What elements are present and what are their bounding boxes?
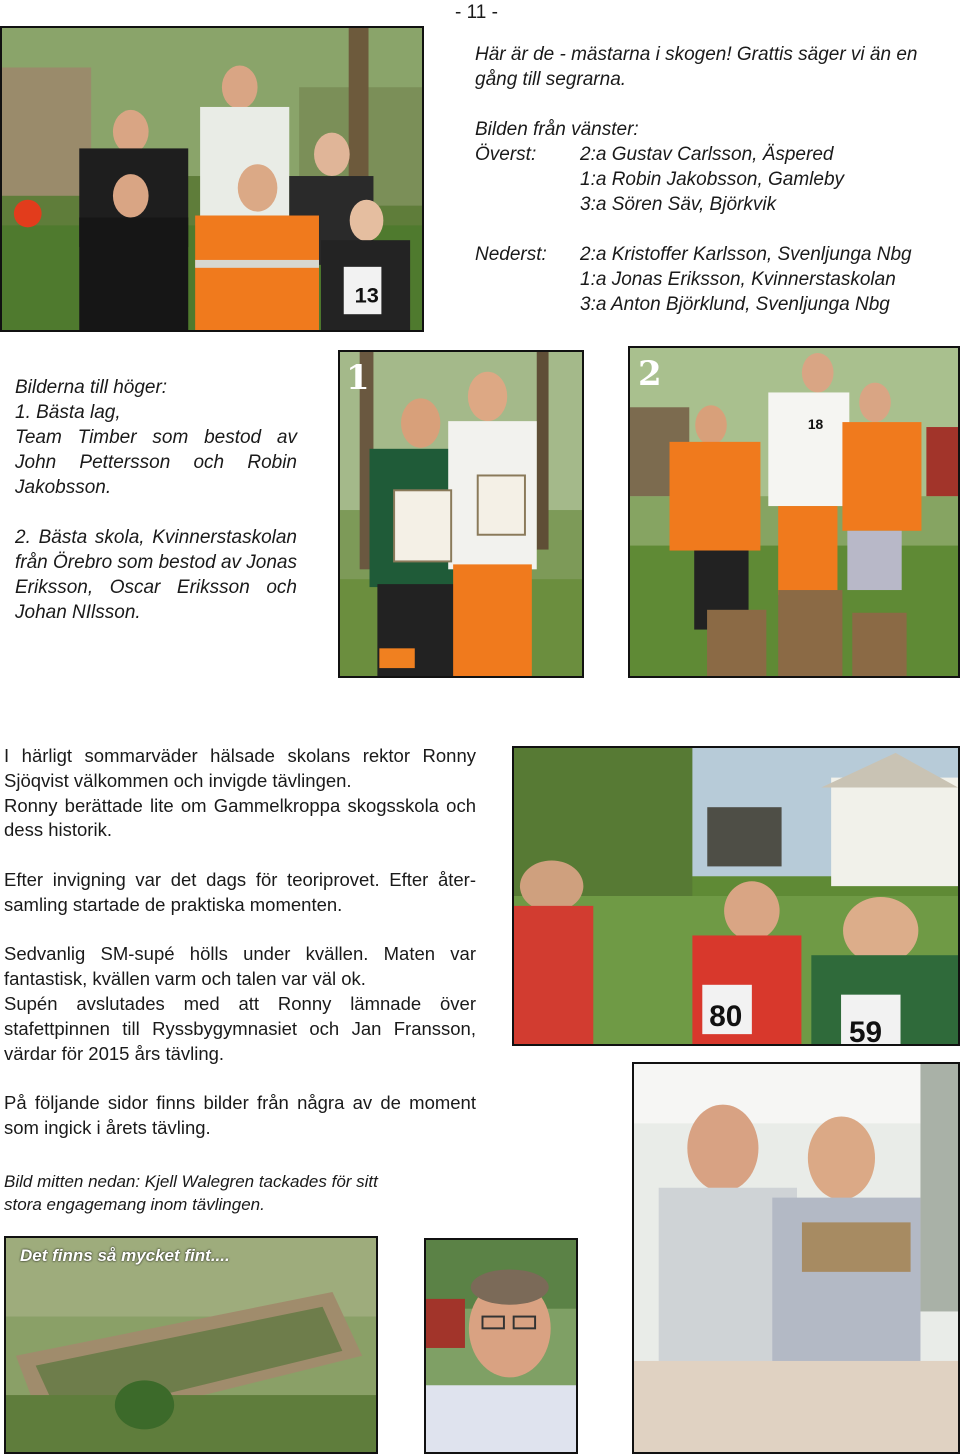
body-paragraph-3: Sedvanlig SM-supé hölls under kvällen. Maten var fantastisk, kvällen varm och talen var väl ok. Supén avslutades med att Ronny lämnade över stafettpinnen till Ryssbygymnasiet och Jan Fransson, värdar för 2015 års tävling. [4,943,476,1064]
team-photo [338,350,584,678]
crowd-bib-59: 59 [848,1016,883,1044]
body-paragraph-4: På följande sidor finns bilder från några av de moment som ingick i årets tävling. [4,1092,476,1138]
podium-bib-number: 13 [354,282,379,308]
caption-top-row-2: 1:a Robin Jakobsson, Gamleby [580,169,845,190]
honor-caption: Bild mitten nedan: Kjell Walegren tackades för sitt stora engagemang inom tävlingen. [4,1172,378,1214]
garden-frame-photo [4,1236,378,1454]
portrait-photo [424,1238,578,1454]
podium-caption [475,42,960,317]
podium-photo [0,26,424,332]
awards-caption [15,375,297,625]
school-photo [628,346,960,678]
team-photo-label: 1 [346,358,370,398]
gift-photo [632,1062,960,1454]
caption-bottom-row-3: 3:a Anton Björklund, Svenljunga Nbg [580,294,890,315]
caption-bottom-label: Nederst: [475,244,547,265]
caption-top-row-1: 2:a Gustav Carlsson, Äspered [580,144,834,165]
awards-caption-school: 2. Bästa skola, Kvinnerstaskolan från Örebro som bestod av Jonas Eriksson, Oscar Eriksson och Johan NIlsson. [15,527,297,623]
caption-bottom-row-1: 2:a Kristoffer Karlsson, Svenljunga Nbg [580,244,912,265]
page-number: - 11 - [455,2,498,23]
caption-intro: Bilden från vänster: [475,119,639,140]
crowd-bib-80: 80 [709,1000,743,1034]
caption-top-label: Överst: [475,144,537,165]
frame-overlay-text: Det finns så mycket fint.... [20,1246,230,1265]
awards-caption-team: Bilderna till höger: 1. Bästa lag, Team Timber som bestod av John Pettersson och Robin Jakobsson. [15,377,297,498]
body-paragraph-1: I härligt sommarväder hälsade skolans rektor Ronny Sjöqvist välkommen och invigde tävlingen. Ronny berättade lite om Gammelkroppa skogsskola och dess historik. [4,745,476,841]
caption-bottom-row-2: 1:a Jonas Eriksson, Kvinnerstaskolan [580,269,896,290]
caption-headline-line2: gång till segrarna. [475,69,627,90]
caption-headline-line1: Här är de - mästarna i skogen! Grattis säger vi än en [475,44,918,65]
body-paragraph-2: Efter invigning var det dags för teoriprovet. Efter åter-samling startade de praktiska momenten. [4,868,476,915]
crowd-photo [512,746,960,1046]
school-bib-number: 18 [807,416,824,433]
article-body [4,744,476,1141]
school-photo-label: 2 [638,354,662,394]
caption-top-row-3: 3:a Sören Säv, Björkvik [580,194,777,215]
